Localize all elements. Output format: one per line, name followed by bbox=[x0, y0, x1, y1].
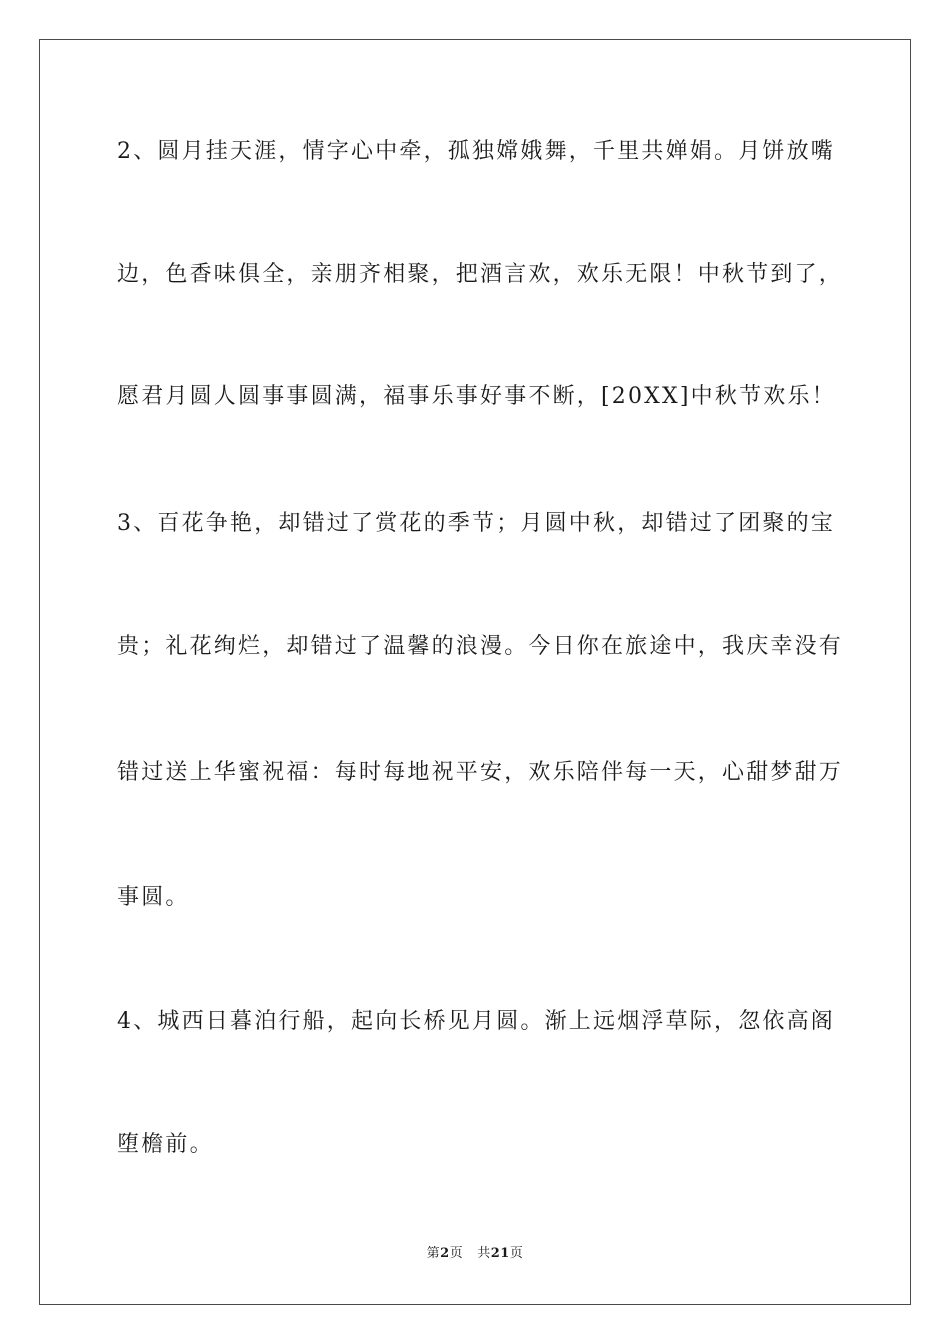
footer-page-suffix: 页 bbox=[449, 1246, 464, 1261]
footer-total-pages: 21 bbox=[490, 1246, 510, 1261]
text-line: 贵；礼花绚烂，却错过了温馨的浪漫。今日你在旅途中，我庆幸没有 bbox=[117, 634, 844, 659]
text-line: 错过送上华蜜祝福：每时每地祝平安，欢乐陪伴每一天，心甜梦甜万 bbox=[117, 760, 844, 785]
text-line: 4、城西日暮泊行船，起向长桥见月圆。渐上远烟浮草际，忽依高阁 bbox=[117, 1009, 835, 1034]
page-border bbox=[39, 39, 911, 1305]
text-line: 3、百花争艳，却错过了赏花的季节；月圆中秋，却错过了团聚的宝 bbox=[117, 511, 835, 536]
footer-page-number: 2 bbox=[440, 1246, 450, 1261]
text-line: 愿君月圆人圆事事圆满，福事乐事好事不断，[20XX]中秋节欢乐！ bbox=[117, 384, 836, 409]
page-footer bbox=[0, 1245, 950, 1263]
footer-total-prefix: 共 bbox=[477, 1246, 491, 1261]
text-line: 2、圆月挂天涯，情字心中牵，孤独嫦娥舞，千里共婵娟。月饼放嘴 bbox=[117, 139, 835, 164]
footer-page-prefix: 第 bbox=[426, 1246, 441, 1261]
text-line: 堕檐前。 bbox=[117, 1132, 214, 1157]
text-line: 边，色香味俱全，亲朋齐相聚，把酒言欢，欢乐无限！中秋节到了， bbox=[117, 262, 844, 287]
footer-total-suffix: 页 bbox=[509, 1246, 524, 1261]
text-line: 事圆。 bbox=[117, 885, 190, 910]
